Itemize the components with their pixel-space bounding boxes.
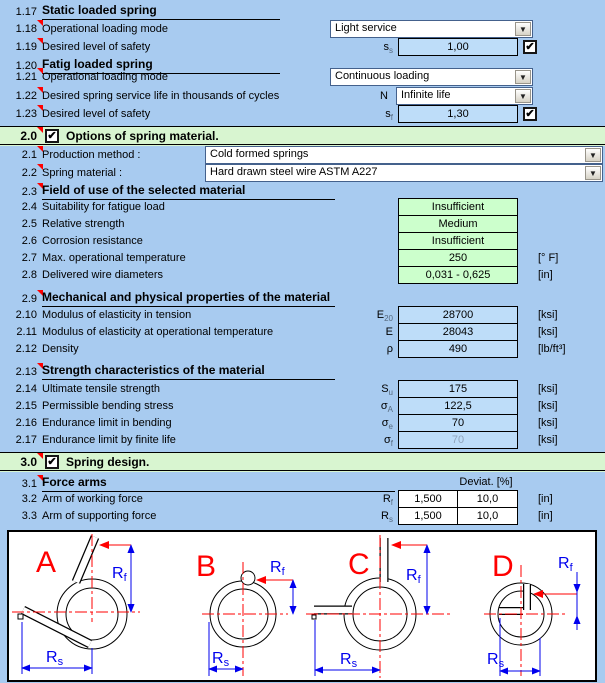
row-label: Endurance limit by finite life (42, 434, 176, 446)
dim-label-rs: Rs (46, 649, 64, 668)
dim-label-rf: Rf (406, 567, 421, 586)
symbol: $s_s$ (383, 41, 393, 56)
divider (0, 470, 605, 471)
section-heading: Fatig loaded spring (42, 57, 280, 74)
row-label: Operational loading mode (42, 23, 168, 35)
selected-value: Cold formed springs (210, 148, 309, 160)
selected-value: Light service (335, 22, 397, 34)
row-number: 2.7 (21, 252, 37, 264)
arm-working-force-input[interactable]: 1,500 (398, 490, 458, 508)
arm-supporting-force-input[interactable]: 1,500 (398, 507, 458, 525)
spring-diagram-svg (0, 530, 605, 683)
row-number: 2.1 (21, 149, 37, 161)
row-label: Density (42, 343, 79, 355)
unit-label: [ksi] (538, 309, 558, 321)
row-number: 3.1 (21, 478, 37, 490)
row-number: 2.0 (20, 129, 37, 143)
dim-label-rf: Rf (270, 559, 285, 578)
symbol: ρ (386, 343, 393, 355)
row-label: Modulus of elasticity in tension (42, 309, 192, 321)
spring-material-select[interactable] (205, 164, 603, 182)
arm-working-deviation-input[interactable]: 10,0 (457, 490, 518, 508)
loading-mode-fatigue-select[interactable] (330, 68, 533, 86)
comment-marker-icon (37, 453, 43, 459)
row-safety-fatigue (0, 105, 605, 123)
row-label: Delivered wire diameters (42, 269, 164, 281)
symbol: N (380, 90, 388, 102)
row-number: 3.0 (20, 455, 37, 469)
row-fatigue-suitability (0, 198, 605, 216)
selected-value: Continuous loading (335, 70, 430, 82)
row-number: 3.3 (21, 510, 37, 522)
row-operational-loading-mode-static (0, 20, 605, 38)
safety-static-value[interactable]: 1,00 (398, 38, 518, 56)
max-temperature-result: 250 (398, 249, 518, 267)
row-number: 1.18 (15, 23, 37, 35)
variant-letter-b: B (196, 550, 217, 583)
row-modulus-tension (0, 306, 605, 324)
row-number: 3.2 (21, 493, 37, 505)
unit-label: [ksi] (538, 326, 558, 338)
symbol: $\sigma_A$ (380, 400, 393, 415)
dim-label-rs: Rs (340, 651, 358, 670)
wire-diameters-result: 0,031 - 0,625 (398, 266, 518, 284)
unit-label: [ksi] (538, 400, 558, 412)
bending-stress-value: 122,5 (398, 397, 518, 415)
row-number: 1.21 (15, 71, 37, 83)
row-number: 2.16 (15, 417, 37, 429)
selected-value: Hard drawn steel wire ASTM A227 (210, 166, 378, 178)
row-service-life (0, 87, 605, 105)
row-modulus-operational (0, 323, 605, 341)
row-corrosion-resistance (0, 232, 605, 250)
row-bending-stress (0, 397, 605, 415)
row-ultimate-strength (0, 380, 605, 398)
section-heading: Mechanical and physical properties of the material (42, 290, 335, 307)
row-label: Endurance limit in bending (42, 417, 172, 429)
safety-fatigue-value[interactable]: 1,30 (398, 105, 518, 123)
corrosion-resistance-result: Insufficient (398, 232, 518, 250)
divider (0, 144, 605, 145)
row-number: 1.20 (15, 60, 37, 72)
row-number: 1.22 (15, 90, 37, 102)
row-spring-material (0, 164, 605, 182)
row-number: 2.17 (15, 434, 37, 446)
dim-label-rf: Rf (112, 565, 127, 584)
unit-label: [in] (538, 510, 553, 522)
row-number: 2.11 (16, 326, 37, 338)
row-label: Desired spring service life in thousands of cycles (42, 90, 280, 102)
row-endurance-finite-life (0, 431, 605, 449)
safety-static-checkbox[interactable]: ✔ (523, 40, 537, 54)
row-number: 2.2 (21, 167, 37, 179)
row-production-method (0, 146, 605, 164)
symbol: $R_f$ (382, 493, 393, 508)
symbol: $R_s$ (381, 510, 393, 525)
row-number: 2.12 (15, 343, 37, 355)
section-material-checkbox[interactable]: ✔ (45, 129, 59, 143)
symbol: E (385, 326, 393, 338)
endurance-bending-value: 70 (398, 414, 518, 432)
loading-mode-static-select[interactable] (330, 20, 533, 38)
section-heading: Field of use of the selected material (42, 183, 335, 200)
chevron-down-icon[interactable]: ▼ (515, 22, 531, 36)
service-life-select[interactable] (396, 87, 533, 105)
chevron-down-icon[interactable]: ▼ (515, 70, 531, 84)
ultimate-strength-value: 175 (398, 380, 518, 398)
symbol: $E_{20}$ (376, 309, 393, 324)
row-label: Permissible bending stress (42, 400, 174, 412)
row-label: Arm of supporting force (42, 510, 157, 522)
section-heading: Static loaded spring (42, 3, 280, 20)
symbol: $\sigma_f$ (383, 434, 393, 449)
row-label: Production method : (42, 149, 141, 161)
row-safety-static (0, 38, 605, 56)
density-value: 490 (398, 340, 518, 358)
section-heading: Force arms (42, 475, 395, 492)
row-wire-diameters (0, 266, 605, 284)
row-number: 1.19 (15, 41, 37, 53)
row-endurance-bending (0, 414, 605, 432)
section-heading: Strength characteristics of the material (42, 363, 335, 380)
row-number: 2.9 (21, 293, 37, 305)
row-label: Operational loading mode (42, 71, 168, 83)
unit-label: [ksi] (538, 434, 558, 446)
row-number: 1.17 (15, 6, 37, 18)
chevron-down-icon[interactable]: ▼ (515, 89, 531, 103)
row-number: 1.23 (15, 108, 37, 120)
deviation-column-header: Deviat. [%] (459, 476, 513, 488)
row-label: Spring material : (42, 167, 123, 179)
unit-label: [lb/ft³] (538, 343, 566, 355)
row-label: Suitability for fatigue load (42, 201, 165, 213)
safety-fatigue-checkbox[interactable]: ✔ (523, 107, 537, 121)
row-number: 2.10 (15, 309, 37, 321)
row-max-temperature (0, 249, 605, 267)
chevron-down-icon[interactable]: ▼ (585, 166, 601, 180)
selected-value: Infinite life (401, 89, 451, 101)
row-number: 2.3 (21, 186, 37, 198)
dim-label-rs: Rs (212, 650, 230, 669)
row-label: Ultimate tensile strength (42, 383, 160, 395)
unit-label: [° F] (538, 252, 559, 264)
section-band-spring-material (0, 126, 605, 146)
row-label: Max. operational temperature (42, 252, 186, 264)
symbol: $\sigma_e$ (381, 417, 393, 432)
row-number: 2.6 (21, 235, 37, 247)
section-design-checkbox[interactable]: ✔ (45, 455, 59, 469)
row-label: Arm of working force (42, 493, 143, 505)
row-number: 2.13 (15, 366, 37, 378)
row-number: 2.5 (21, 218, 37, 230)
section-title: Spring design. (66, 455, 150, 469)
row-arm-working-force (0, 490, 605, 508)
row-operational-loading-mode-fatigue (0, 68, 605, 86)
row-label: Corrosion resistance (42, 235, 143, 247)
symbol: $S_u$ (381, 383, 393, 398)
row-number: 2.14 (15, 383, 37, 395)
variant-letter-a: A (36, 546, 57, 579)
row-density (0, 340, 605, 358)
chevron-down-icon[interactable]: ▼ (585, 148, 601, 162)
row-label: Relative strength (42, 218, 125, 230)
variant-letter-c: C (348, 548, 370, 581)
section-static-loaded-spring (0, 3, 605, 21)
row-number: 2.15 (15, 400, 37, 412)
row-label: Modulus of elasticity at operational temperature (42, 326, 274, 338)
arm-supporting-deviation-input[interactable]: 10,0 (457, 507, 518, 525)
spring-variants-diagram (0, 530, 605, 683)
unit-label: [in] (538, 493, 553, 505)
comment-marker-icon (37, 127, 43, 133)
section-title: Options of spring material. (66, 129, 219, 143)
row-arm-supporting-force (0, 507, 605, 525)
row-relative-strength (0, 215, 605, 233)
relative-strength-result: Medium (398, 215, 518, 233)
unit-label: [in] (538, 269, 553, 281)
variant-letter-d: D (492, 550, 514, 583)
section-band-spring-design (0, 452, 605, 472)
row-number: 2.4 (21, 201, 37, 213)
modulus-operational-value: 28043 (398, 323, 518, 341)
endurance-finite-life-value: 70 (398, 431, 518, 449)
production-method-select[interactable] (205, 146, 603, 164)
section-strength-characteristics (0, 363, 605, 381)
dim-label-rs: Rs (487, 651, 505, 670)
unit-label: [ksi] (538, 417, 558, 429)
row-label: Desired level of safety (42, 108, 151, 120)
symbol: $s_f$ (385, 108, 393, 123)
unit-label: [ksi] (538, 383, 558, 395)
row-number: 2.8 (21, 269, 37, 281)
row-label: Desired level of safety (42, 41, 151, 53)
dim-label-rf: Rf (558, 555, 573, 574)
modulus-tension-value: 28700 (398, 306, 518, 324)
fatigue-suitability-result: Insufficient (398, 198, 518, 216)
